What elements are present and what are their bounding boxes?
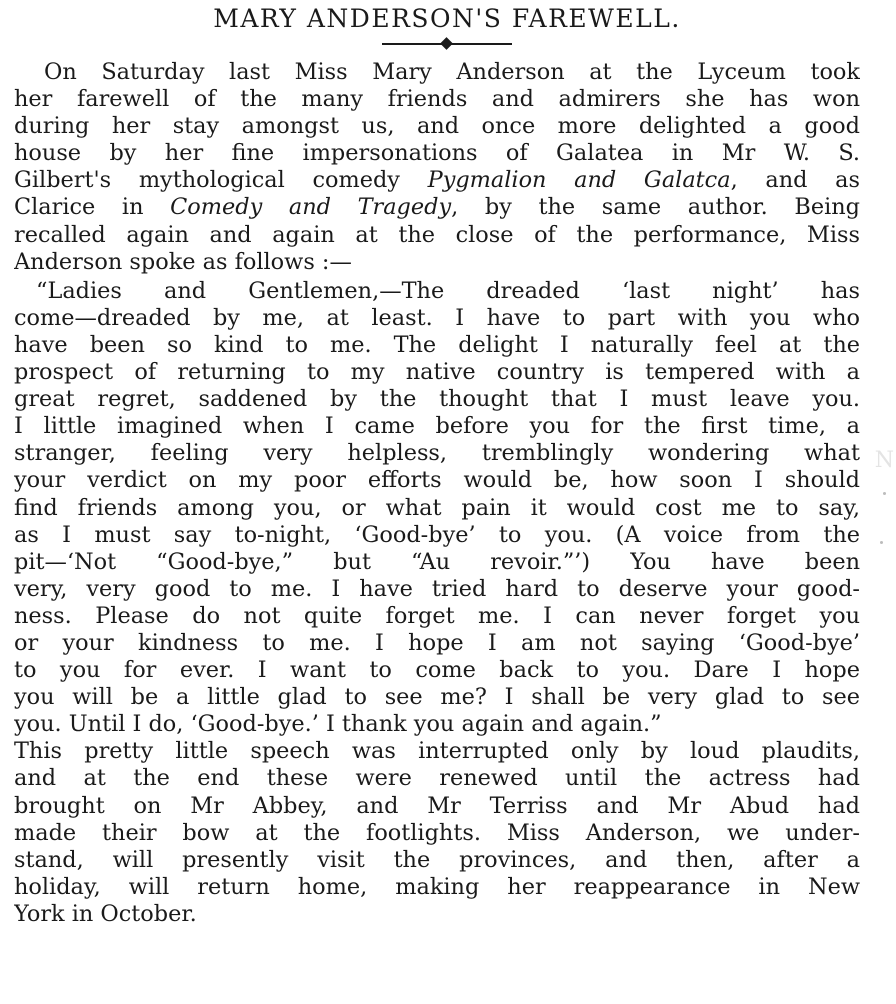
text-run: Gilbert's mythological comedy <box>14 167 428 194</box>
text-line: This pretty little speech was interrupted only by loud plaudits, <box>14 738 860 765</box>
text-line: stand, will presently visit the provinces, and then, after a <box>14 846 860 873</box>
text-line: recalled again and again at the close of the performance, Miss <box>14 221 860 248</box>
text-run: , by the same author. Being <box>451 194 860 221</box>
paragraph-intro <box>14 59 860 276</box>
text-line <box>14 194 860 221</box>
text-line: and at the end these were renewed until the actress had <box>14 765 860 792</box>
text-line: I little imagined when I came before you for the first time, a <box>14 413 860 440</box>
text-line: come—dreaded by me, at least. I have to part with you who <box>14 304 860 331</box>
ornamental-rule <box>382 36 512 48</box>
text-line: or your kindness to me. I hope I am not saying ‘Good-bye’ <box>14 629 860 656</box>
text-line: “Ladies and Gentlemen,—The dreaded ‘last night’ has <box>36 277 860 304</box>
text-line: you. Until I do, ‘Good-bye.’ I thank you again and again.” <box>14 711 662 738</box>
text-line <box>14 167 860 194</box>
headline: MARY ANDERSON'S FAREWELL. <box>213 4 681 33</box>
text-line: On Saturday last Miss Mary Anderson at the Lyceum took <box>44 59 860 85</box>
play-title: Pygmalion and Galatca <box>427 167 731 194</box>
text-line: as I must say to-night, ‘Good-bye’ to you. (A voice from the <box>14 521 860 548</box>
text-line: her farewell of the many friends and admirers she has won <box>14 86 860 113</box>
text-line: made their bow at the footlights. Miss Anderson, we under- <box>14 819 860 846</box>
article <box>14 0 860 928</box>
text-line: house by her fine impersonations of Galatea in Mr W. S. <box>14 140 860 167</box>
text-run: , and as <box>730 167 860 194</box>
text-line: prospect of returning to my native country is tempered with a <box>14 359 860 386</box>
text-line: to you for ever. I want to come back to you. Dare I hope <box>14 657 860 684</box>
text-line: York in October. <box>14 900 197 927</box>
speck <box>880 541 883 544</box>
text-line: you will be a little glad to see me? I shall be very glad to see <box>14 684 860 711</box>
text-line: very, very good to me. I have tried hard to deserve your good- <box>14 575 860 602</box>
text-line: pit—‘Not “Good-bye,” but “Au revoir.”’) You have been <box>14 548 860 575</box>
text-line: your verdict on my poor efforts would be, how soon I should <box>14 467 860 494</box>
text-line: ness. Please do not quite forget me. I can never forget you <box>14 602 860 629</box>
play-title: Comedy and Tragedy <box>170 194 452 221</box>
bleed-through-letter: N <box>874 448 894 473</box>
text-line: have been so kind to me. The delight I naturally feel at the <box>14 331 860 358</box>
text-line: find friends among you, or what pain it would cost me to say, <box>14 494 860 521</box>
text-line: brought on Mr Abbey, and Mr Terriss and Mr Abud had <box>14 792 860 819</box>
speck <box>883 492 886 495</box>
paragraph-closing <box>14 738 860 928</box>
paragraph-speech <box>14 278 860 739</box>
text-line: great regret, saddened by the thought that I must leave you. <box>14 386 860 413</box>
text-line: Anderson spoke as follows :— <box>14 248 352 275</box>
text-line: during her stay amongst us, and once more delighted a good <box>14 113 860 140</box>
diamond-ornament-icon <box>440 37 453 50</box>
text-line: holiday, will return home, making her reappearance in New <box>14 873 860 900</box>
text-run: Clarice in <box>14 194 171 221</box>
text-line: stranger, feeling very helpless, tremblingly wondering what <box>14 440 860 467</box>
